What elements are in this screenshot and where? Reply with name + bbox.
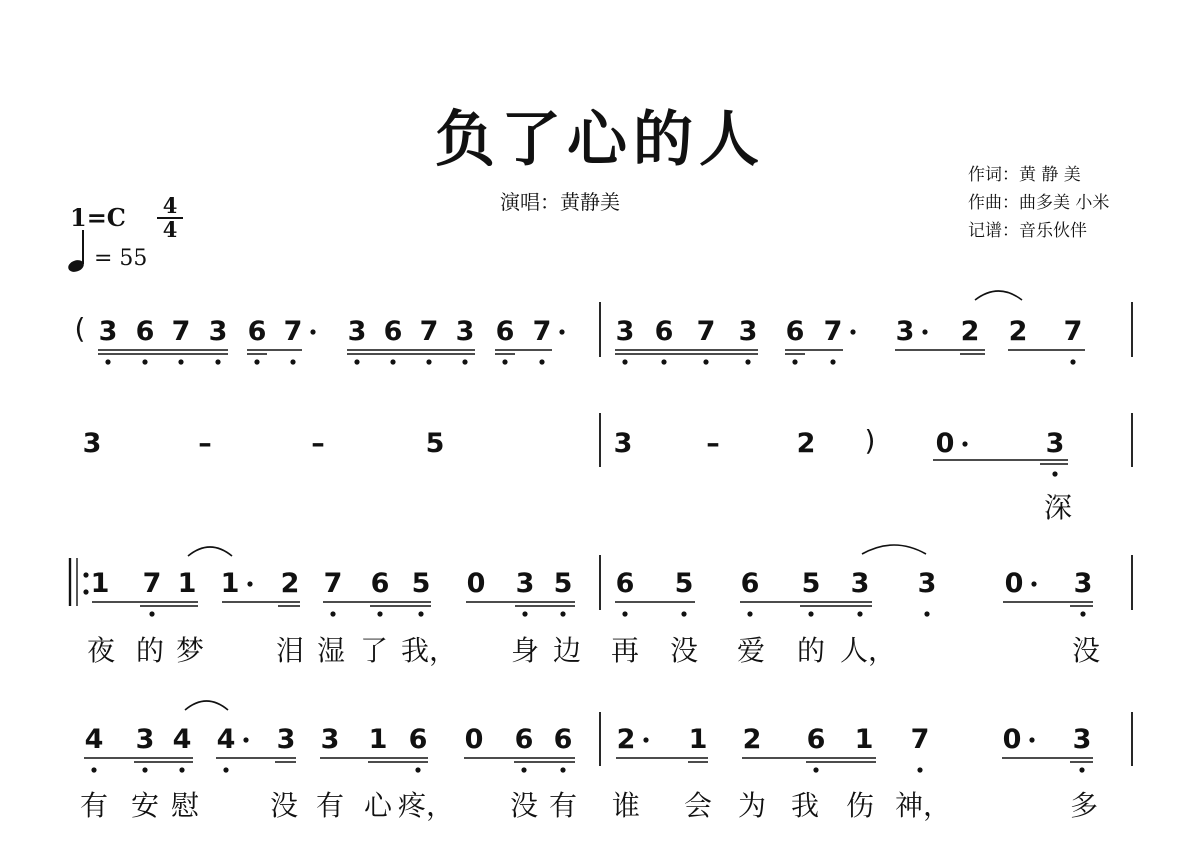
note-number: 6 — [654, 316, 674, 347]
lyric-char: 我， — [400, 634, 458, 667]
octave-dot — [426, 359, 431, 364]
octave-dot — [703, 359, 708, 364]
note-number: 6 — [514, 724, 534, 755]
lyric-char: 没 — [509, 789, 539, 822]
note-number: 7 — [171, 316, 191, 347]
lyric-char: 多 — [1069, 789, 1099, 822]
note-number: 5 — [801, 568, 821, 599]
octave-dot — [462, 359, 467, 364]
octave-dot — [1080, 611, 1085, 616]
key-signature: 1=C — [70, 203, 126, 232]
augmentation-dot — [310, 329, 315, 334]
note-number: 3 — [347, 316, 367, 347]
lyric-char: 为 — [737, 789, 767, 822]
note-number: 7 — [910, 724, 930, 755]
octave-dot — [502, 359, 507, 364]
lyric-char: 的 — [135, 634, 165, 667]
octave-dot — [377, 611, 382, 616]
note-number: 5 — [425, 428, 445, 459]
octave-dot — [857, 611, 862, 616]
paren-close: ) — [864, 424, 876, 457]
note-number: 7 — [823, 316, 843, 347]
augmentation-dot — [962, 441, 967, 446]
note-number: 3 — [615, 316, 635, 347]
sustain-dash: – — [706, 428, 720, 459]
octave-dot — [354, 359, 359, 364]
lyric-char: 身 — [510, 634, 540, 667]
octave-dot — [1079, 767, 1084, 772]
octave-dot — [91, 767, 96, 772]
note-number: 7 — [323, 568, 343, 599]
note-number: 3 — [276, 724, 296, 755]
note-number: 7 — [283, 316, 303, 347]
augmentation-dot — [1029, 737, 1034, 742]
note-number: 6 — [247, 316, 267, 347]
note-number: 4 — [84, 724, 104, 755]
sustain-dash: – — [198, 428, 212, 459]
octave-dot — [415, 767, 420, 772]
octave-dot — [522, 611, 527, 616]
note-number: 7 — [142, 568, 162, 599]
note-number: 1 — [854, 724, 874, 755]
octave-dot — [808, 611, 813, 616]
note-number: 6 — [135, 316, 155, 347]
singer-credit: 演唱：黄静美 — [500, 190, 620, 214]
note-number: 3 — [455, 316, 475, 347]
octave-dot — [105, 359, 110, 364]
octave-dot — [142, 359, 147, 364]
note-number: 3 — [1073, 568, 1093, 599]
note-number: 3 — [1072, 724, 1092, 755]
note-number: 3 — [850, 568, 870, 599]
slur-arc — [862, 545, 926, 554]
note-number: 5 — [411, 568, 431, 599]
octave-dot — [290, 359, 295, 364]
note-number: 1 — [220, 568, 240, 599]
lyric-char: 深 — [1043, 491, 1073, 524]
lyric-char: 有 — [548, 789, 578, 822]
note-number: 3 — [917, 568, 937, 599]
note-number: 3 — [320, 724, 340, 755]
octave-dot — [813, 767, 818, 772]
note-number: 2 — [960, 316, 980, 347]
note-number: 5 — [674, 568, 694, 599]
slur-arc — [975, 291, 1022, 300]
sustain-dash: – — [311, 428, 325, 459]
lyric-char: 夜 — [86, 634, 116, 667]
note-number: 3 — [135, 724, 155, 755]
augmentation-dot — [922, 329, 927, 334]
paren-open: ( — [74, 312, 86, 345]
octave-dot — [745, 359, 750, 364]
note-number: 4 — [172, 724, 192, 755]
note-number: 3 — [895, 316, 915, 347]
note-number: 0 — [464, 724, 484, 755]
note-number: 0 — [1004, 568, 1024, 599]
tempo-marking: = 55 — [94, 246, 148, 271]
octave-dot — [521, 767, 526, 772]
note-number: 2 — [616, 724, 636, 755]
lyric-char: 慰 — [170, 789, 200, 822]
augmentation-dot — [643, 737, 648, 742]
note-number: 7 — [419, 316, 439, 347]
octave-dot — [179, 767, 184, 772]
note-number: 6 — [553, 724, 573, 755]
note-number: 6 — [495, 316, 515, 347]
augmentation-dot — [243, 737, 248, 742]
octave-dot — [215, 359, 220, 364]
lyric-char: 没 — [269, 789, 299, 822]
note-number: 3 — [82, 428, 102, 459]
octave-dot — [681, 611, 686, 616]
note-number: 3 — [1045, 428, 1065, 459]
repeat-dot — [83, 572, 88, 577]
lyric-char: 我 — [790, 789, 820, 822]
lyric-char: 爱 — [736, 634, 766, 667]
lyricist-credit: 作词：黄 静 美 — [968, 165, 1081, 185]
note-number: 0 — [1002, 724, 1022, 755]
note-number: 1 — [90, 568, 110, 599]
lyric-char: 的 — [796, 634, 826, 667]
note-number: 3 — [208, 316, 228, 347]
octave-dot — [560, 767, 565, 772]
octave-dot — [924, 611, 929, 616]
lyric-char: 人， — [839, 634, 897, 667]
lyric-char: 没 — [669, 634, 699, 667]
note-number: 1 — [177, 568, 197, 599]
note-number: 2 — [742, 724, 762, 755]
note-number: 6 — [740, 568, 760, 599]
note-number: 6 — [370, 568, 390, 599]
note-number: 6 — [785, 316, 805, 347]
slur-arc — [188, 547, 232, 556]
note-number: 0 — [935, 428, 955, 459]
lyric-char: 梦 — [175, 634, 205, 667]
lyric-char: 神， — [894, 789, 952, 822]
octave-dot — [622, 611, 627, 616]
note-number: 2 — [1008, 316, 1028, 347]
note-number: 7 — [696, 316, 716, 347]
song-title: 负了心的人 — [435, 105, 765, 175]
note-number: 2 — [796, 428, 816, 459]
lyric-char: 会 — [683, 789, 713, 822]
note-number: 7 — [1063, 316, 1083, 347]
octave-dot — [661, 359, 666, 364]
note-number: 5 — [553, 568, 573, 599]
lyric-char: 心 — [363, 789, 393, 822]
time-denominator: 4 — [162, 217, 178, 242]
lyric-char: 谁 — [611, 789, 641, 822]
lyric-char: 泪 — [275, 634, 305, 667]
composer-credit: 作曲：曲多美 小米 — [968, 193, 1110, 213]
lyric-char: 了 — [359, 634, 389, 667]
note-number: 0 — [466, 568, 486, 599]
slur-arc — [185, 701, 228, 710]
transcriber-credit: 记谱：音乐伙伴 — [968, 221, 1087, 241]
note-number: 3 — [515, 568, 535, 599]
lyric-char: 没 — [1071, 634, 1101, 667]
augmentation-dot — [850, 329, 855, 334]
lyric-char: 有 — [79, 789, 109, 822]
note-number: 1 — [688, 724, 708, 755]
octave-dot — [149, 611, 154, 616]
note-number: 3 — [98, 316, 118, 347]
octave-dot — [917, 767, 922, 772]
octave-dot — [539, 359, 544, 364]
octave-dot — [178, 359, 183, 364]
augmentation-dot — [1031, 581, 1036, 586]
lyric-char: 湿 — [316, 634, 346, 667]
octave-dot — [1052, 471, 1057, 476]
note-number: 1 — [368, 724, 388, 755]
augmentation-dot — [559, 329, 564, 334]
note-number: 2 — [280, 568, 300, 599]
lyric-char: 疼， — [397, 789, 455, 822]
time-numerator: 4 — [162, 193, 178, 218]
note-number: 6 — [408, 724, 428, 755]
octave-dot — [830, 359, 835, 364]
note-number: 3 — [738, 316, 758, 347]
note-number: 6 — [383, 316, 403, 347]
octave-dot — [747, 611, 752, 616]
octave-dot — [622, 359, 627, 364]
octave-dot — [1070, 359, 1075, 364]
lyric-char: 有 — [315, 789, 345, 822]
augmentation-dot — [247, 581, 252, 586]
note-number: 3 — [613, 428, 633, 459]
lyric-char: 安 — [130, 789, 160, 822]
lyric-char: 边 — [552, 634, 582, 667]
octave-dot — [223, 767, 228, 772]
octave-dot — [390, 359, 395, 364]
octave-dot — [560, 611, 565, 616]
octave-dot — [418, 611, 423, 616]
lyric-char: 再 — [610, 634, 640, 667]
note-number: 6 — [615, 568, 635, 599]
octave-dot — [330, 611, 335, 616]
lyric-char: 伤 — [845, 789, 875, 822]
octave-dot — [254, 359, 259, 364]
octave-dot — [142, 767, 147, 772]
octave-dot — [792, 359, 797, 364]
repeat-dot — [83, 589, 88, 594]
note-number: 7 — [532, 316, 552, 347]
note-number: 6 — [806, 724, 826, 755]
note-number: 4 — [216, 724, 236, 755]
